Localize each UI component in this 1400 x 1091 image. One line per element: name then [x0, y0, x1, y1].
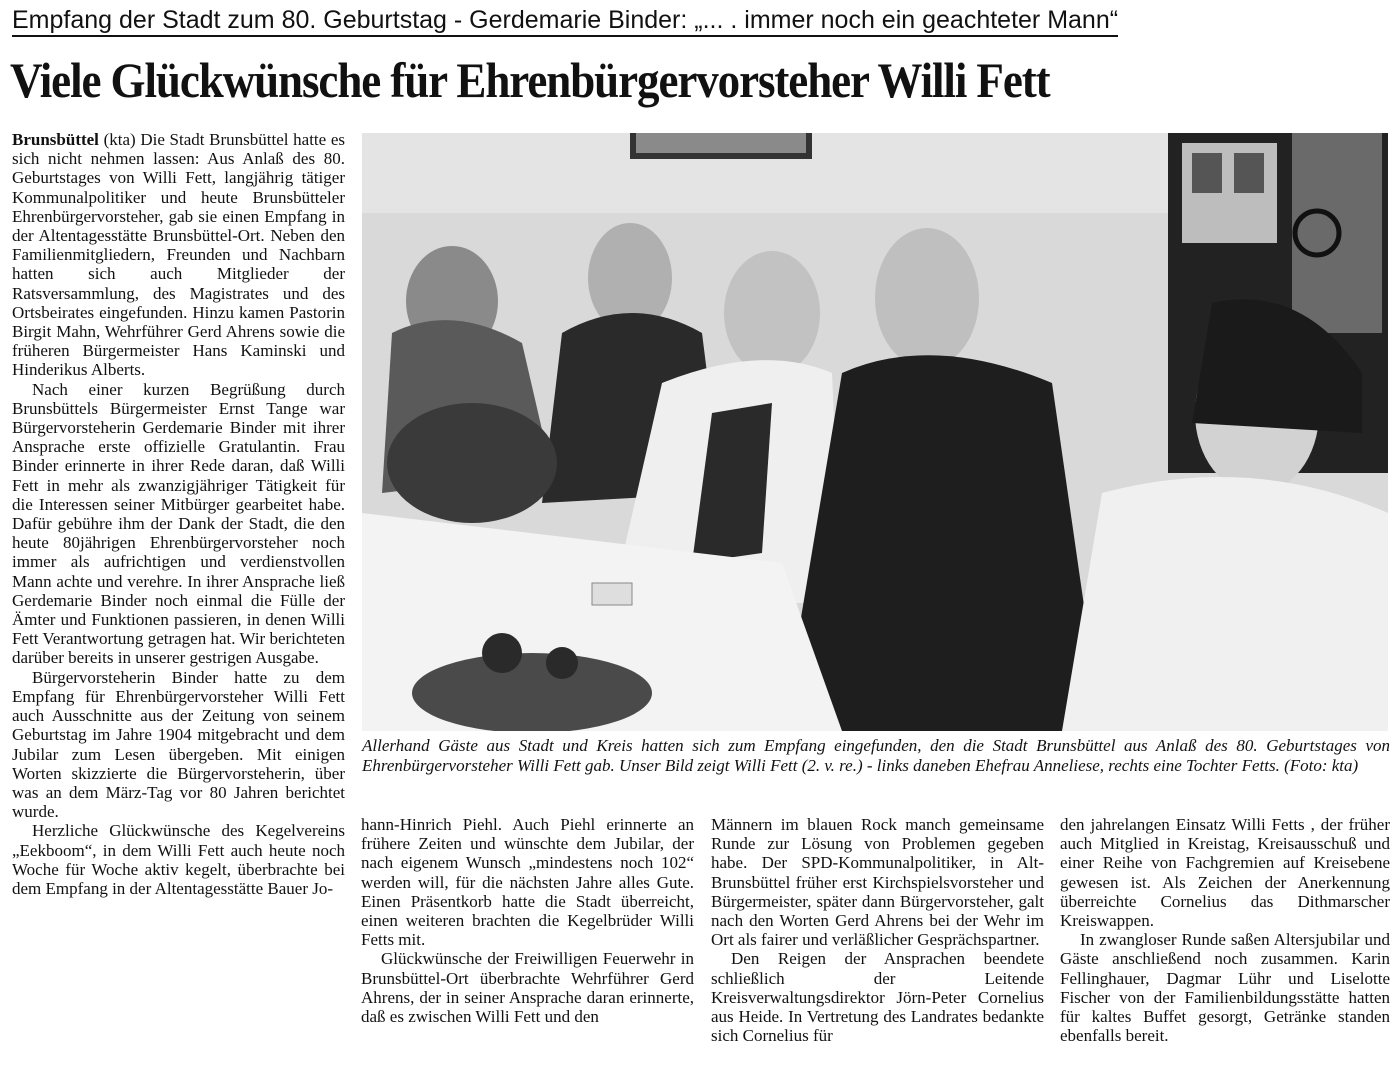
column-4-paragraph-2: In zwangloser Runde saßen Altersjubilar und Gäste anschließend noch zusammen. Karin Fellinghauer, Dagmar Lühr und Liselotte Fischer von der Familienbildungsstätte hatten für kaltes Buffet gesorgt, Getränke standen ebenfalls bereit.	[1060, 930, 1390, 1046]
column-3-paragraph-1: Männern im blauen Rock manch gemeinsame Runde zur Lösung von Problemen gegeben habe. Der SPD-Kommunalpolitiker, in Alt-Brunsbüttel früher erst Kirchspielsvorsteher und Bürgermeister, später dann Bürgervorsteher, galt nach den Worten Gerd Ahrens bei der Wehr im Ort als fairer und verläßlicher Gesprächspartner.	[711, 815, 1044, 950]
text-column-1	[12, 130, 345, 1088]
text-column-4	[1060, 815, 1390, 1087]
paragraph-3: Bürgervorsteherin Binder hatte zu dem Empfang für Ehrenbürgervorsteher Willi Fett auch Ausschnitte aus der Zeitung von seinem Geburtstag im Jahre 1904 mitgebracht und dem Jubilar zum Lesen übergeben. Mit einigen Worten skizzierte die Bürgervorsteherin, über was an dem März-Tag vor 80 Jahren berichtet wurde.	[12, 667, 345, 822]
column-4-paragraph-1: den jahrelangen Einsatz Willi Fetts , der früher auch Mitglied in Kreistag, Kreisausschuß und einer Reihe von Fachgremien auf Kreisebene gewesen ist. Als Zeichen der Anerkennung überreichte Cornelius das Dithmarscher Kreiswappen.	[1060, 815, 1390, 931]
article-kicker	[12, 4, 1392, 36]
paragraph-4: Herzliche Glückwünsche des Kegelvereins „Eekboom“, in dem Willi Fett auch heute noch Woche für Woche aktiv kegelt, überbrachte bei dem Empfang in der Altentagesstätte Bauer Jo-	[12, 821, 345, 898]
paragraph-1-text: (kta) Die Stadt Brunsbüttel hatte es sich nicht nehmen lassen: Aus Anlaß des 80. Geburtstages von Willi Fett, langjährig tätiger Kommunalpolitiker und heute Brunsbütteler Ehrenbürgervorsteher, gab sie einen Empfang in der Altentagesstätte Brunsbüttel-Ort. Neben den Familienmitgliedern, Freunden und Nachbarn hatten sich auch Mitglieder der Ratsversammlung, des Magistrates und des Ortsbeirates eingefunden. Hinzu kamen Pastorin Birgit Mahn, Wehrführer Gerd Ahrens sowie die früheren Bürgermeister Hans Kaminski und Hinderikus Alberts.	[12, 130, 345, 380]
paragraph-1	[12, 130, 345, 380]
column-2-paragraph-1: hann-Hinrich Piehl. Auch Piehl erinnerte an frühere Zeiten und wünschte dem Jubilar, der nach eigenem Wunsch „mindestens noch 102“ werden will, für die nächsten Jahre alles Gute. Einen Präsentkorb hatte die Stadt überreicht, einen weiteren brachten die Kegelbrüder Willi Fetts mit.	[361, 815, 694, 950]
kicker-text: Empfang der Stadt zum 80. Geburtstag - Gerdemarie Binder: „... . immer noch ein geachteter Mann“	[12, 6, 1118, 37]
text-column-2	[361, 815, 694, 1087]
text-column-3	[711, 815, 1044, 1087]
paragraph-2: Nach einer kurzen Begrüßung durch Brunsbüttels Bürgermeister Ernst Tange war Bürgervorsteherin Gerdemarie Binder mit ihrer Ansprache erste offizielle Gratulantin. Frau Binder erinnerte in ihrer Rede daran, daß Willi Fett in mehr als zwanzigjähriger Tätigkeit für die Interessen seiner Mitbürger gearbeitet habe. Dafür gebühre ihm der Dank der Stadt, die den heute 80jährigen Ehrenbürgervorsteher noch immer als aufrichtigen und verdienstvollen Mann achte und verehre. In ihrer Ansprache ließ Gerdemarie Binder noch einmal die Fülle der Ämter und Funktionen passieren, in denen Willi Fett Verantwortung getragen hat. Wir berichteten darüber bereits in unserer gestrigen Ausgabe.	[12, 379, 345, 668]
dateline: Brunsbüttel	[12, 130, 99, 149]
article-headline: Viele Glückwünsche für Ehrenbürgervorsteher Willi Fett	[10, 52, 1050, 108]
photo-illustration	[362, 133, 1388, 731]
column-3-paragraph-2: Den Reigen der Ansprachen beendete schließlich der Leitende Kreisverwaltungsdirektor Jörn-Peter Cornelius aus Heide. In Vertretung des Landrates bedankte sich Cornelius für	[711, 949, 1044, 1046]
column-2-paragraph-2: Glückwünsche der Freiwilligen Feuerwehr in Brunsbüttel-Ort überbrachte Wehrführer Gerd Ahrens, der in seiner Ansprache daran erinnerte, daß es zwischen Willi Fett und den	[361, 949, 694, 1027]
photo-caption: Allerhand Gäste aus Stadt und Kreis hatten sich zum Empfang eingefunden, den die Stadt Brunsbüttel aus Anlaß des 80. Geburtstages von Ehrenbürgervorsteher Willi Fett gab. Unser Bild zeigt Willi Fett (2. v. re.) - links daneben Ehefrau Anneliese, rechts eine Tochter Fetts. (Foto: kta)	[362, 736, 1390, 775]
article-photo	[362, 133, 1388, 731]
